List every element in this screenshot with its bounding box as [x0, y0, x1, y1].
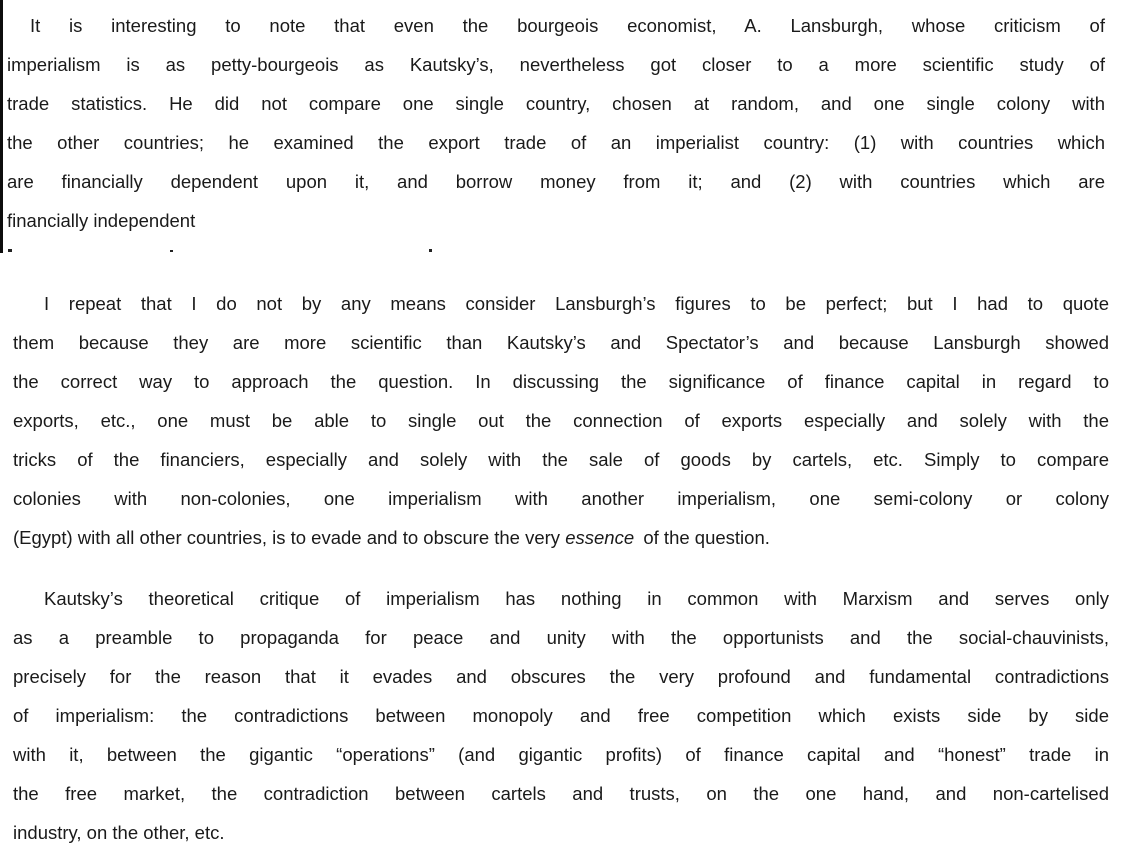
paragraph-2: [13, 284, 1109, 557]
cropped-text-remnant: [429, 249, 432, 252]
cropped-text-remnant: [170, 250, 173, 252]
text-line: (Egypt) with all other countries, is to evade and to obscure the very essence of the question.: [13, 527, 770, 548]
text-line: It is interesting to note that even the bourgeois economist, A. Lansburgh, whose criticism of: [30, 15, 1105, 36]
text-line: are financially dependent upon it, and borrow money from it; and (2) with countries which are: [7, 171, 1105, 192]
text-line: the other countries; he examined the export trade of an imperialist country: (1) with countries which: [7, 132, 1105, 153]
text-line: of imperialism: the contradictions between monopoly and free competition which exists side by side: [13, 705, 1109, 726]
text-line: as a preamble to propaganda for peace and unity with the opportunists and the social-chauvinists,: [13, 627, 1109, 648]
text-line: tricks of the financiers, especially and solely with the sale of goods by cartels, etc. Simply to compare: [13, 449, 1109, 470]
text-line: the free market, the contradiction between cartels and trusts, on the one hand, and non-cartelised: [13, 783, 1109, 804]
text-line: the correct way to approach the question. In discussing the significance of finance capital in regard to: [13, 371, 1109, 392]
text-line: with it, between the gigantic “operations” (and gigantic profits) of finance capital and “honest” trade in: [13, 744, 1109, 765]
text-line: I repeat that I do not by any means consider Lansburgh’s figures to be perfect; but I had to quote: [44, 293, 1109, 314]
left-crop-line: [0, 0, 3, 253]
paragraph-3: [13, 579, 1109, 852]
text-line: colonies with non-colonies, one imperialism with another imperialism, one semi-colony or colony: [13, 488, 1109, 509]
text-line: imperialism is as petty-bourgeois as Kautsky’s, nevertheless got closer to a more scientific study of: [7, 54, 1105, 75]
cropped-text-remnant: [8, 249, 12, 252]
text-line: exports, etc., one must be able to single out the connection of exports especially and solely with the: [13, 410, 1109, 431]
text-line: trade statistics. He did not compare one single country, chosen at random, and one single colony with: [7, 93, 1105, 114]
text-line: industry, on the other, etc.: [13, 822, 225, 843]
text-line: Kautsky’s theoretical critique of imperialism has nothing in common with Marxism and serves only: [44, 588, 1109, 609]
text-line: them because they are more scientific than Kautsky’s and Spectator’s and because Lansburgh showed: [13, 332, 1109, 353]
paragraph-1: [7, 6, 1105, 240]
text-line: precisely for the reason that it evades and obscures the very profound and fundamental contradictions: [13, 666, 1109, 687]
text-line: financially independent: [7, 210, 196, 231]
